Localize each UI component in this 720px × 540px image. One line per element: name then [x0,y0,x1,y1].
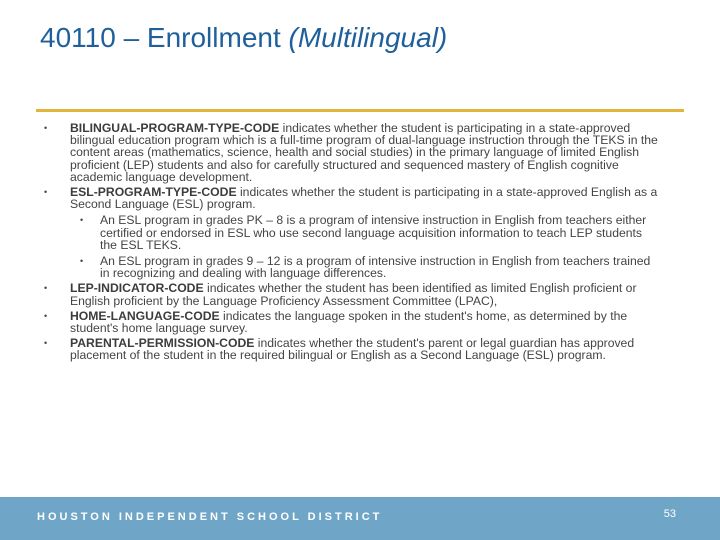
sub-bullet-text: An ESL program in grades 9 – 12 is a program of intensive instruction in English from teachers trained in recognizing and dealing with language differences. [100,254,651,281]
bullet-icon: • [44,338,48,349]
bullet-icon: • [44,283,48,294]
bullet-icon: • [80,256,84,267]
field-code: BILINGUAL-PROGRAM-TYPE-CODE [70,121,280,135]
field-code: LEP-INDICATOR-CODE [70,281,204,296]
field-code: ESL-PROGRAM-TYPE-CODE [70,185,237,200]
slide-title-italic: (Multilingual) [288,22,448,53]
footer-bar [0,497,720,540]
bullet-icon: • [44,310,48,321]
field-code: PARENTAL-PERMISSION-CODE [70,336,255,351]
field-description: indicates whether the student's parent or legal guardian has approved placement of the student in the required bilingual or English as a Second Language (ESL) program. [70,336,635,363]
field-code: HOME-LANGUAGE-CODE [70,308,220,323]
field-description: indicates whether the student is participating in a state-approved bilingual education program which is a full-time program of dual-language instruction through the TEKS in the content areas (mathematics, science, health and social studies) in the primary language of limited English proficient (LEP) students and also for carefully structured and sequenced mastery of English cognitive academic language development. [70,121,658,184]
bullet-item-bilingual [36,122,662,183]
bullet-item-parental-permission [36,337,662,361]
title-divider [36,109,684,112]
sub-bullet-item-esl-pk8 [66,214,662,251]
bullet-item-home-language [36,310,662,334]
field-description: indicates whether the student has been identified as limited English proficient or English proficient by the Language Proficiency Assessment Committee (LPAC), [70,281,637,308]
field-description: indicates whether the student is participating in a state-approved English as a Second Language (ESL) program. [70,185,658,212]
slide-title [40,22,447,54]
bullet-icon: • [44,123,48,133]
field-description: indicates the language spoken in the student's home, as determined by the student's home language survey. [70,308,628,336]
bullet-icon: • [80,215,84,226]
slide-title-main: 40110 – Enrollment [40,22,281,53]
slide-body [36,122,662,365]
sub-bullet-item-esl-912 [66,255,662,279]
bullet-item-lep [36,282,662,306]
sub-bullet-text: An ESL program in grades PK – 8 is a program of intensive instruction in English from teachers either certified or endorsed in ESL who use second language acquisition information to teach LEP students the ESL TEKS. [100,213,647,252]
bullet-icon: • [44,187,48,198]
organization-name: HOUSTON INDEPENDENT SCHOOL DISTRICT [37,511,383,523]
page-number: 53 [663,508,676,520]
bullet-item-esl [36,186,662,210]
